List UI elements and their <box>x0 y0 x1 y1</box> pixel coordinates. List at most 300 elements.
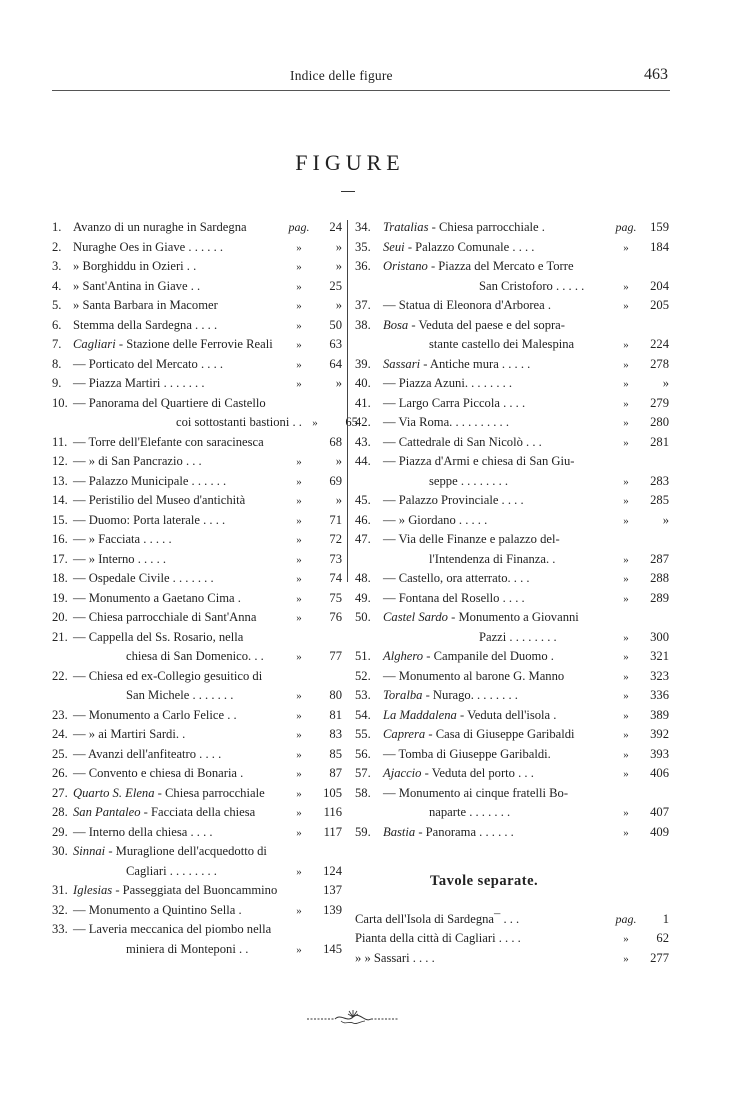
caption-text: — Torre dell'Elefante con saracinesca <box>73 434 264 449</box>
page-marker: » <box>296 280 302 293</box>
caption-text: — Laveria meccanica del piombo nella <box>73 922 272 936</box>
index-line <box>355 257 669 277</box>
index-line <box>52 803 342 823</box>
figure-number: 18. <box>52 571 68 585</box>
figure-caption <box>73 374 286 394</box>
index-line <box>52 881 342 901</box>
index-line <box>355 355 669 375</box>
page-marker: » <box>296 768 302 780</box>
page-marker: pag. <box>615 220 637 234</box>
index-entry <box>52 550 342 570</box>
page-marker: » <box>296 826 302 839</box>
right-column <box>355 218 669 968</box>
figure-number: 59. <box>355 824 371 839</box>
index-line <box>52 452 342 472</box>
index-line <box>52 433 342 453</box>
page-marker: pag. <box>615 911 637 926</box>
caption-text: - Muraglione dell'acquedotto di <box>105 844 267 858</box>
figure-number: 51. <box>355 649 371 663</box>
figure-caption <box>73 277 286 297</box>
figure-caption <box>73 218 286 238</box>
index-entry <box>355 218 669 238</box>
index-entry <box>52 803 342 823</box>
index-line <box>355 706 669 726</box>
figure-caption <box>383 667 613 687</box>
figure-caption <box>73 238 286 258</box>
page-ref: 389 <box>650 707 669 722</box>
caption-continuation: l'Intendenza di Finanza. . <box>429 551 556 566</box>
page-ref: 139 <box>323 902 342 917</box>
page-marker: » <box>623 748 629 761</box>
caption-text: - Piazza del Mercato e Torre <box>427 259 574 273</box>
figure-number: 31. <box>52 883 68 897</box>
page-ref: 116 <box>323 805 342 819</box>
index-line <box>52 472 342 492</box>
index-line <box>52 647 342 667</box>
page-ref: 117 <box>323 824 342 839</box>
page-ref: 393 <box>650 746 669 761</box>
page-ref: 73 <box>329 551 342 566</box>
index-line <box>52 335 342 355</box>
place-name: Sassari <box>383 356 421 371</box>
figure-caption <box>383 725 613 745</box>
index-line <box>52 686 342 706</box>
page-ref: 323 <box>650 668 669 683</box>
index-line <box>52 550 342 570</box>
caption-text: — Cappella del Ss. Rosario, nella <box>73 629 244 644</box>
index-entry <box>52 784 342 804</box>
index-entry <box>355 413 669 433</box>
index-line <box>355 511 669 531</box>
index-line <box>52 823 342 843</box>
index-entry <box>52 218 342 238</box>
page-ref: 145 <box>323 941 342 956</box>
caption-text: - Chiesa parrocchiale <box>154 785 265 800</box>
index-entry <box>355 745 669 765</box>
page-marker: » <box>623 553 629 566</box>
page-marker: » <box>296 807 302 819</box>
index-entry <box>52 472 342 492</box>
figure-caption <box>383 647 613 667</box>
page-ref: » <box>662 376 669 390</box>
page-ref: 105 <box>323 785 342 800</box>
index-line <box>52 277 342 297</box>
figure-number: 47. <box>355 532 371 546</box>
caption-text: Avanzo di un nuraghe in Sardegna <box>73 220 247 234</box>
caption-text: — Monumento al barone G. Manno <box>383 668 565 683</box>
index-entry <box>52 238 342 258</box>
page-marker: » <box>296 241 302 254</box>
page-ref: 68 <box>329 434 342 449</box>
page-ref: » <box>335 259 342 273</box>
caption-continuation: Pazzi . . . . . . . . <box>479 629 557 644</box>
figure-caption <box>383 511 613 531</box>
index-entry <box>52 335 342 355</box>
index-line <box>355 296 669 316</box>
index-line <box>355 569 669 589</box>
page-ref: 25 <box>329 278 342 293</box>
place-name: Bosa <box>383 317 409 332</box>
figure-number: 24. <box>52 727 68 741</box>
tavola-caption: Carta dell'Isola di Sardegna¯ . . . <box>355 911 520 926</box>
figure-caption <box>73 842 342 862</box>
index-entry <box>355 589 669 609</box>
index-entry <box>355 764 669 784</box>
page-ref: 300 <box>650 629 669 644</box>
index-entry <box>355 784 669 823</box>
caption-continuation: chiesa di San Domenico. . . <box>126 649 264 663</box>
index-line <box>52 608 342 628</box>
figure-number: 42. <box>355 415 371 429</box>
index-entry <box>52 394 358 433</box>
figure-caption <box>383 413 613 433</box>
page-marker: » <box>623 729 629 741</box>
page-marker: » <box>296 904 302 917</box>
figure-number: 55. <box>355 727 371 741</box>
caption-text: - Passeggiata del Buoncammino <box>112 883 278 897</box>
caption-continuation: stante castello dei Malespina <box>429 337 575 351</box>
figure-caption <box>73 316 286 336</box>
index-line <box>52 316 342 336</box>
figure-number: 5. <box>52 298 62 312</box>
caption-text: — Largo Carra Piccola . . . . <box>383 395 526 410</box>
index-entry <box>355 823 669 843</box>
figure-number: 13. <box>52 473 68 488</box>
figure-caption <box>73 472 286 492</box>
page-marker: pag. <box>288 220 310 234</box>
page-ref: 63 <box>329 337 342 351</box>
figure-number: 9. <box>52 376 62 390</box>
index-entry <box>355 491 669 511</box>
figure-caption <box>73 881 286 901</box>
index-entry <box>355 667 669 687</box>
index-line <box>52 413 358 433</box>
page-marker: » <box>623 417 629 429</box>
index-line <box>355 218 669 238</box>
caption-continuation: San Cristoforo . . . . . <box>479 278 585 293</box>
index-entry <box>355 511 669 531</box>
figure-caption <box>73 355 286 375</box>
figure-number: 7. <box>52 337 62 351</box>
tavola-line <box>355 929 669 949</box>
page-marker: » <box>623 280 629 293</box>
caption-text: - Chiesa parrocchiale . <box>428 220 545 234</box>
place-name: Iglesias <box>73 883 113 897</box>
index-entry <box>52 764 342 784</box>
page-marker: » <box>623 475 629 488</box>
page-ref: » <box>335 493 342 507</box>
figure-number: 3. <box>52 259 62 273</box>
page-marker: » <box>296 787 302 800</box>
page-marker: » <box>623 495 629 507</box>
caption-text: — Fontana del Rosello . . . . <box>383 590 525 605</box>
caption-text: - Veduta dell'isola . <box>456 707 557 722</box>
page-marker: » <box>296 495 302 507</box>
index-line <box>52 218 342 238</box>
page-marker: » <box>623 933 629 945</box>
index-line <box>52 725 342 745</box>
index-entry <box>355 686 669 706</box>
caption-text: » Sant'Antina in Giave . . <box>73 278 201 293</box>
page-marker: » <box>623 651 629 663</box>
index-entry <box>52 433 342 453</box>
index-line <box>355 608 669 628</box>
index-line <box>52 862 342 882</box>
index-line <box>355 238 669 258</box>
figure-caption <box>73 764 286 784</box>
index-line <box>52 589 342 609</box>
index-line <box>52 355 342 375</box>
figure-number: 30. <box>52 844 68 858</box>
page-ref: 159 <box>650 220 669 234</box>
page-marker: » <box>296 612 302 624</box>
caption-continuation: Cagliari . . . . . . . . <box>126 863 217 878</box>
index-entry <box>52 842 342 881</box>
index-entry <box>355 706 669 726</box>
page-marker: » <box>296 573 302 585</box>
caption-text: - Veduta del paese e del sopra- <box>408 317 565 332</box>
figure-number: 34. <box>355 220 371 234</box>
index-line <box>355 374 669 394</box>
figure-caption <box>383 452 669 472</box>
figure-number: 4. <box>52 278 62 293</box>
figure-number: 27. <box>52 785 68 800</box>
index-entry <box>52 491 342 511</box>
index-line <box>52 394 342 414</box>
page-ref: 80 <box>329 688 342 702</box>
figure-number: 29. <box>52 824 68 839</box>
page-marker: » <box>296 865 302 878</box>
page-marker: » <box>296 748 302 761</box>
page-number: 463 <box>644 66 668 83</box>
index-line <box>52 491 342 511</box>
figure-caption <box>73 550 286 570</box>
index-line <box>355 394 669 414</box>
page-ref: 277 <box>650 950 669 965</box>
index-line <box>355 452 669 472</box>
caption-continuation: miniera di Monteponi . . <box>126 941 249 956</box>
figure-caption <box>383 569 613 589</box>
page-ref: 224 <box>650 337 669 351</box>
page-marker: » <box>623 592 629 605</box>
page-marker: » <box>623 952 629 965</box>
figure-caption <box>383 374 613 394</box>
page-marker: » <box>623 300 629 312</box>
page-ref: 406 <box>650 766 669 780</box>
page-marker: » <box>623 378 629 390</box>
place-name: Oristano <box>383 259 428 273</box>
caption-text: — » Giordano . . . . . <box>383 512 488 527</box>
index-line <box>355 745 669 765</box>
column-divider <box>347 220 348 582</box>
caption-text: — Piazza Azuni. . . . . . . . <box>383 376 513 390</box>
index-line <box>355 413 669 433</box>
caption-text: — Peristilio del Museo d'antichità <box>73 493 246 507</box>
caption-text: — Piazza d'Armi e chiesa di San Giu- <box>383 454 575 468</box>
page-marker: » <box>623 436 629 449</box>
page-ref: 285 <box>650 493 669 507</box>
page-ref: 1 <box>662 911 669 926</box>
page-marker: » <box>296 651 302 663</box>
figure-number: 48. <box>355 571 371 585</box>
tavola-caption: Pianta della città di Cagliari . . . . <box>355 931 521 945</box>
figure-caption <box>383 433 613 453</box>
page-ref: 24 <box>329 220 342 234</box>
caption-text: - Casa di Giuseppe Garibaldi <box>425 727 575 741</box>
page-marker: » <box>296 709 302 722</box>
index-line <box>355 823 669 843</box>
figure-number: 35. <box>355 239 371 254</box>
page-marker: » <box>623 339 629 351</box>
caption-text: - Facciata della chiesa <box>140 805 256 819</box>
caption-text: — Palazzo Municipale . . . . . . <box>73 473 227 488</box>
caption-text: — Duomo: Porta laterale . . . . <box>73 512 226 527</box>
figure-number: 54. <box>355 707 371 722</box>
index-line <box>52 764 342 784</box>
index-entry <box>355 374 669 394</box>
tavole-title: Tavole separate. <box>430 873 539 889</box>
index-entry <box>355 238 669 258</box>
index-line <box>355 803 669 823</box>
figure-caption <box>73 823 286 843</box>
page-marker: » <box>296 261 302 273</box>
figure-caption <box>73 784 286 804</box>
index-line <box>355 628 669 648</box>
page-ref: 69 <box>329 473 342 488</box>
page-ref: 407 <box>650 805 669 819</box>
index-line <box>355 589 669 609</box>
page-marker: » <box>296 514 302 527</box>
caption-text: » Borghiddu in Ozieri . . <box>73 259 197 273</box>
figure-number: 28. <box>52 805 68 819</box>
caption-continuation: San Michele . . . . . . . <box>126 688 234 702</box>
index-line <box>52 901 342 921</box>
figure-caption <box>383 218 613 238</box>
page-ref: 65 <box>345 415 358 429</box>
index-entry <box>52 569 342 589</box>
page-marker: » <box>296 553 302 566</box>
caption-text: — Tomba di Giuseppe Garibaldi. <box>383 746 551 761</box>
index-entry <box>355 296 669 316</box>
index-line <box>355 335 669 355</box>
figure-caption <box>73 491 286 511</box>
page-ref: 75 <box>329 590 342 605</box>
figure-caption <box>73 569 286 589</box>
index-entry <box>355 452 669 491</box>
index-line <box>355 316 669 336</box>
index-entry <box>52 901 342 921</box>
figure-caption <box>383 686 613 706</box>
index-entry <box>355 530 669 569</box>
index-line <box>52 940 342 960</box>
page-ref: 77 <box>329 649 342 663</box>
figure-number: 8. <box>52 356 62 371</box>
caption-text: — Monumento a Gaetano Cima . <box>73 590 241 605</box>
page-ref: 205 <box>650 298 669 312</box>
index-line <box>52 238 342 258</box>
place-name: Alghero <box>383 649 424 663</box>
caption-text: — Porticato del Mercato . . . . <box>73 356 224 371</box>
page-marker: » <box>623 709 629 722</box>
page-marker: » <box>296 592 302 605</box>
page-marker: » <box>623 768 629 780</box>
index-line <box>52 374 342 394</box>
caption-text: — » ai Martiri Sardi. . <box>73 727 186 741</box>
caption-text: — » Facciata . . . . . <box>73 532 172 546</box>
index-entry <box>52 511 342 531</box>
figure-caption <box>73 803 286 823</box>
figure-caption <box>383 608 669 628</box>
index-entry <box>355 355 669 375</box>
tavola-line <box>355 949 669 969</box>
index-line <box>355 725 669 745</box>
index-line <box>52 920 342 940</box>
page-ref: 321 <box>650 649 669 663</box>
index-line <box>52 706 342 726</box>
figure-number: 1. <box>52 220 62 234</box>
page-marker: » <box>296 943 302 956</box>
figure-caption <box>73 530 286 550</box>
page-ref: 287 <box>650 551 669 566</box>
index-entry <box>52 745 342 765</box>
figure-number: 25. <box>52 746 68 761</box>
page-marker: » <box>296 690 302 702</box>
page-ref: 74 <box>329 571 342 585</box>
index-entry <box>52 296 342 316</box>
figure-caption <box>73 608 286 628</box>
index-entry <box>52 530 342 550</box>
page-ref: 392 <box>650 727 669 741</box>
caption-text: — Chiesa parrocchiale di Sant'Anna <box>73 610 257 624</box>
caption-text: — Piazza Martiri . . . . . . . <box>73 376 205 390</box>
figure-caption <box>73 433 286 453</box>
index-line <box>355 667 669 687</box>
caption-text: — Monumento a Quintino Sella . <box>73 902 242 917</box>
page-marker: » <box>623 826 629 839</box>
caption-text: — Interno della chiesa . . . . <box>73 824 213 839</box>
caption-text: — Chiesa ed ex-Collegio gesuitico di <box>73 668 263 683</box>
caption-text: — Ospedale Civile . . . . . . . <box>73 571 214 585</box>
index-entry <box>355 433 669 453</box>
figure-number: 12. <box>52 454 68 468</box>
index-entry <box>52 589 342 609</box>
page-ref: » <box>335 376 342 390</box>
page-ref: 76 <box>329 610 342 624</box>
caption-text: — Panorama del Quartiere di Castello <box>73 395 266 410</box>
index-entry <box>355 608 669 647</box>
figure-caption <box>73 589 286 609</box>
index-entry <box>52 920 342 959</box>
page-ref: 81 <box>329 707 342 722</box>
page-ref: 72 <box>329 532 342 546</box>
figure-number: 45. <box>355 493 371 507</box>
figure-caption <box>383 257 669 277</box>
index-entry <box>355 569 669 589</box>
figure-number: 53. <box>355 688 371 702</box>
figure-caption <box>73 920 342 940</box>
index-entry <box>52 257 342 277</box>
index-entry <box>355 725 669 745</box>
index-entry <box>355 316 669 355</box>
page-ref: 124 <box>323 863 342 878</box>
page-ref: » <box>335 298 342 312</box>
caption-continuation: seppe . . . . . . . . <box>429 473 509 488</box>
page-ref: » <box>335 239 342 254</box>
page-ref: 204 <box>650 278 669 293</box>
caption-text: — Via delle Finanze e palazzo del- <box>383 532 560 546</box>
page-marker: » <box>623 514 629 527</box>
page-marker: » <box>623 241 629 254</box>
